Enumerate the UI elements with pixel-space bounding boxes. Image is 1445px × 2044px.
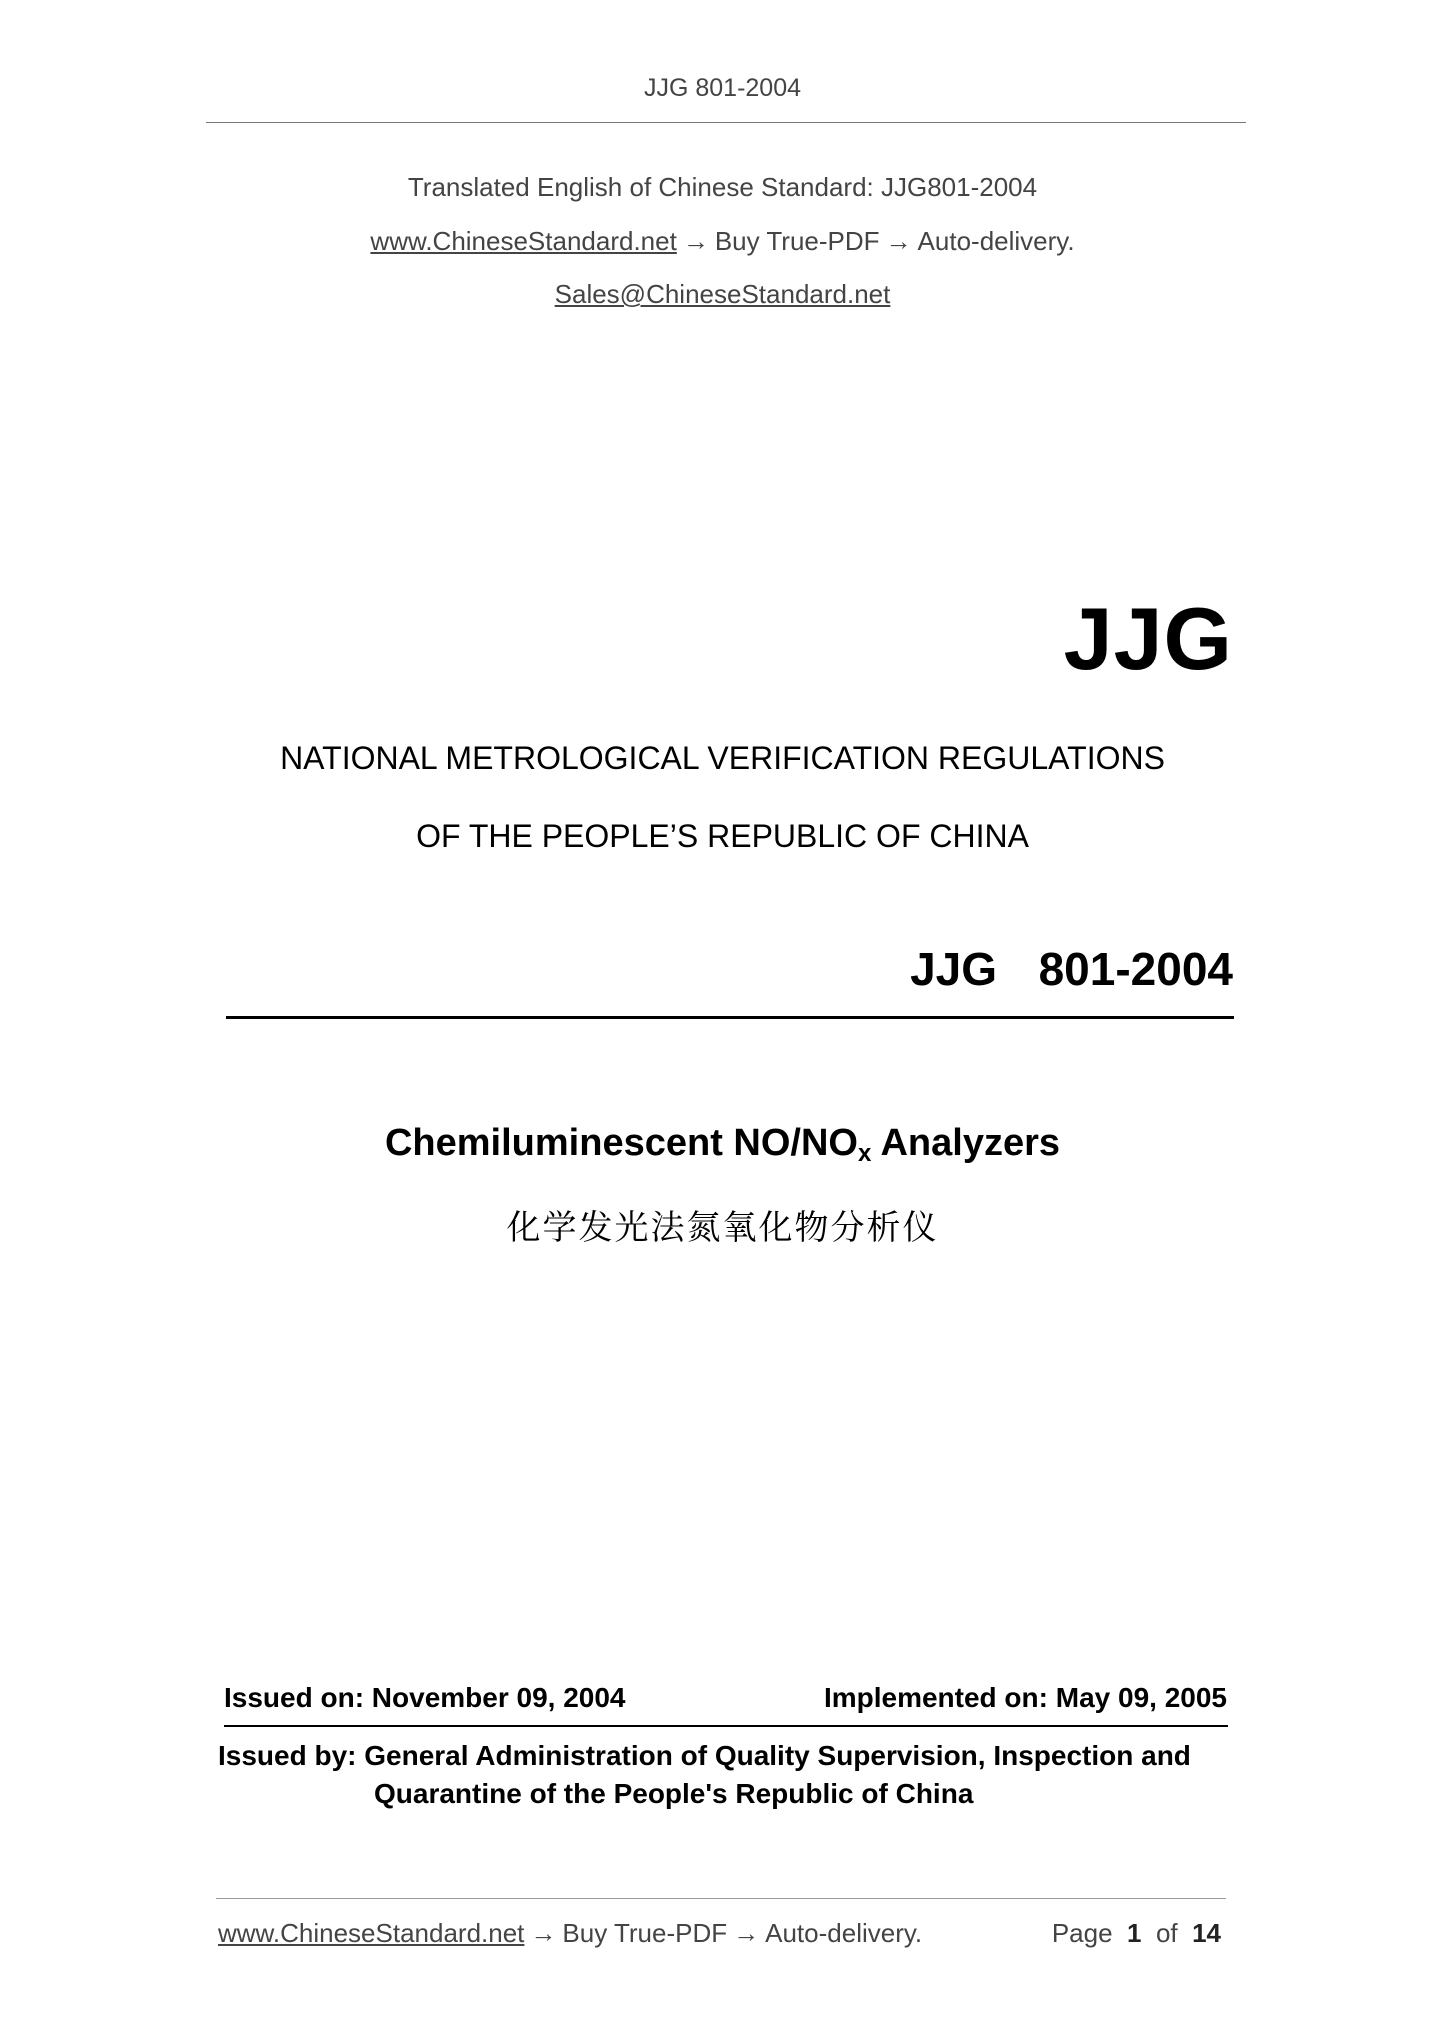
- issued-by-line2: Quarantine of the People's Republic of China: [374, 1778, 974, 1809]
- standard-number-rule: [226, 1016, 1234, 1019]
- arrow-right-icon: →: [530, 1918, 557, 1948]
- document-title-en: Chemiluminescent $NO/NO_x$ Analyzers: [384, 1122, 1061, 1167]
- running-header: JJG 801-2004: [643, 74, 802, 102]
- sales-email-link[interactable]: Sales@ChineseStandard.net: [554, 279, 891, 309]
- buy-text: Buy True-PDF: [714, 226, 880, 256]
- arrow-right-icon: →: [885, 226, 912, 256]
- standard-number: JJG 801-2004: [910, 943, 1233, 995]
- regulation-title-line1: NATIONAL METROLOGICAL VERIFICATION REGULATIONS: [280, 740, 1165, 776]
- page-indicator: [1052, 1918, 1221, 1949]
- footer-buy-text: Buy True-PDF: [562, 1918, 728, 1948]
- issued-by-line1: Issued by: General Administration of Quality Supervision, Inspection and: [218, 1740, 1191, 1771]
- issued-on-date: Issued on: November 09, 2004: [224, 1682, 626, 1713]
- page-total: 14: [1192, 1918, 1221, 1948]
- header-divider: [206, 122, 1246, 123]
- site-link[interactable]: www.ChineseStandard.net: [370, 226, 677, 256]
- footer-auto-delivery-text: Auto-delivery.: [765, 1918, 923, 1948]
- jjg-logo: JJG: [1063, 589, 1233, 688]
- regulation-title-line2: OF THE PEOPLE’S REPUBLIC OF CHINA: [416, 818, 1029, 854]
- footer-site-link[interactable]: www.ChineseStandard.net: [218, 1918, 525, 1948]
- page-label: Page: [1051, 1918, 1113, 1948]
- subscript-x: x: [857, 1140, 872, 1167]
- document-title-cn: 化学发光法氮氧化物分析仪: [506, 1208, 939, 1248]
- footer-divider: [216, 1898, 1226, 1899]
- implemented-on-date: Implemented on: May 09, 2005: [823, 1682, 1227, 1713]
- translated-note: Translated English of Chinese Standard: JJG801-2004: [407, 172, 1038, 202]
- footer-buy-line: [218, 1918, 922, 1949]
- buy-line: [0, 226, 1445, 257]
- of-label: of: [1155, 1918, 1178, 1948]
- arrow-right-icon: →: [733, 1918, 760, 1948]
- sales-line: [0, 279, 1445, 310]
- auto-delivery-text: Auto-delivery.: [917, 226, 1075, 256]
- page-current: 1: [1127, 1918, 1142, 1948]
- arrow-right-icon: →: [682, 226, 709, 256]
- issuance-rule: [224, 1725, 1228, 1727]
